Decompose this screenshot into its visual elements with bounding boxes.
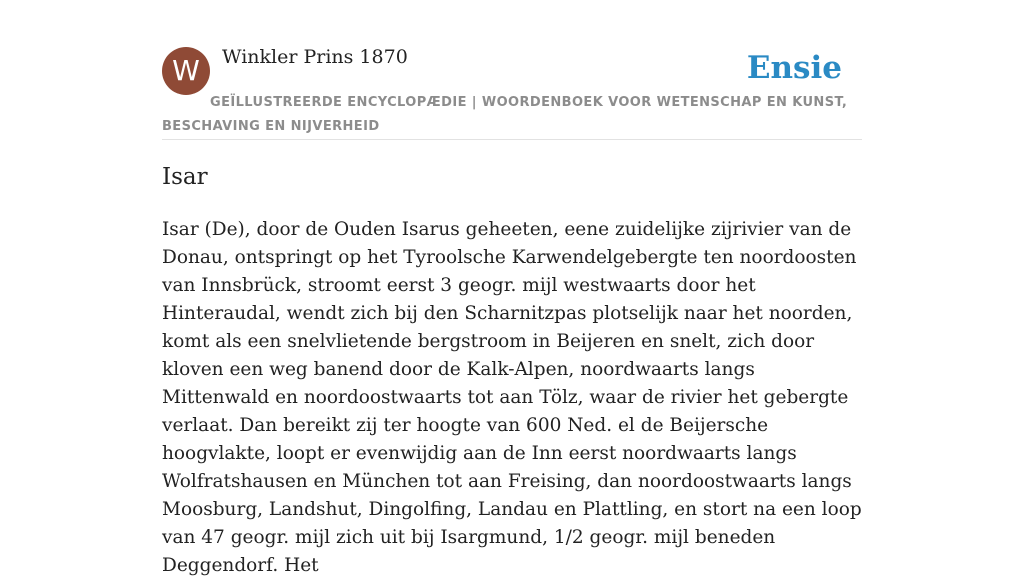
source-avatar: W <box>162 47 210 95</box>
source-title[interactable]: Winkler Prins 1870 <box>222 46 408 68</box>
source-subtitle: GEÏLLUSTREERDE ENCYCLOPÆDIE | WOORDENBOEK VOOR WETENSCHAP EN KUNST, BESCHAVING EN NIJVERHEID <box>162 95 848 134</box>
ensie-logo[interactable]: Ensie <box>746 50 842 86</box>
article-body: Isar (De), door de Ouden Isarus geheeten, eene zuidelijke zijrivier van de Donau, ontspringt op het Tyroolsche Karwendelgebergte ten noordoosten van Innsbrück, stroomt eerst 3 geogr. mijl westwaarts door het Hinteraudal, wendt zich bij den Scharnitzpas plotselijk naar het noorden, komt als een snelvlietende bergstroom in Beijeren en snelt, zich door kloven een weg banend door de Kalk-Alpen, noordwaarts langs Mittenwald en noordoostwaarts tot aan Tölz, waar de rivier het gebergte verlaat. Dan bereikt zij ter hoogte van 600 Ned. el de Beijersche hoogvlakte, loopt er evenwijdig aan de Inn eerst noordwaarts langs Wolfratshausen en München tot aan Freising, dan noordoostwaarts langs Moosburg, Landshut, Dingolfing, Landau en Plattling, en stort na een loop van 47 geogr. mijl zich uit bij Isargmund, 1/2 geogr. mijl beneden Deggendorf. Het <box>162 219 862 576</box>
header-divider <box>162 139 862 140</box>
article-headword: Isar <box>162 164 208 190</box>
